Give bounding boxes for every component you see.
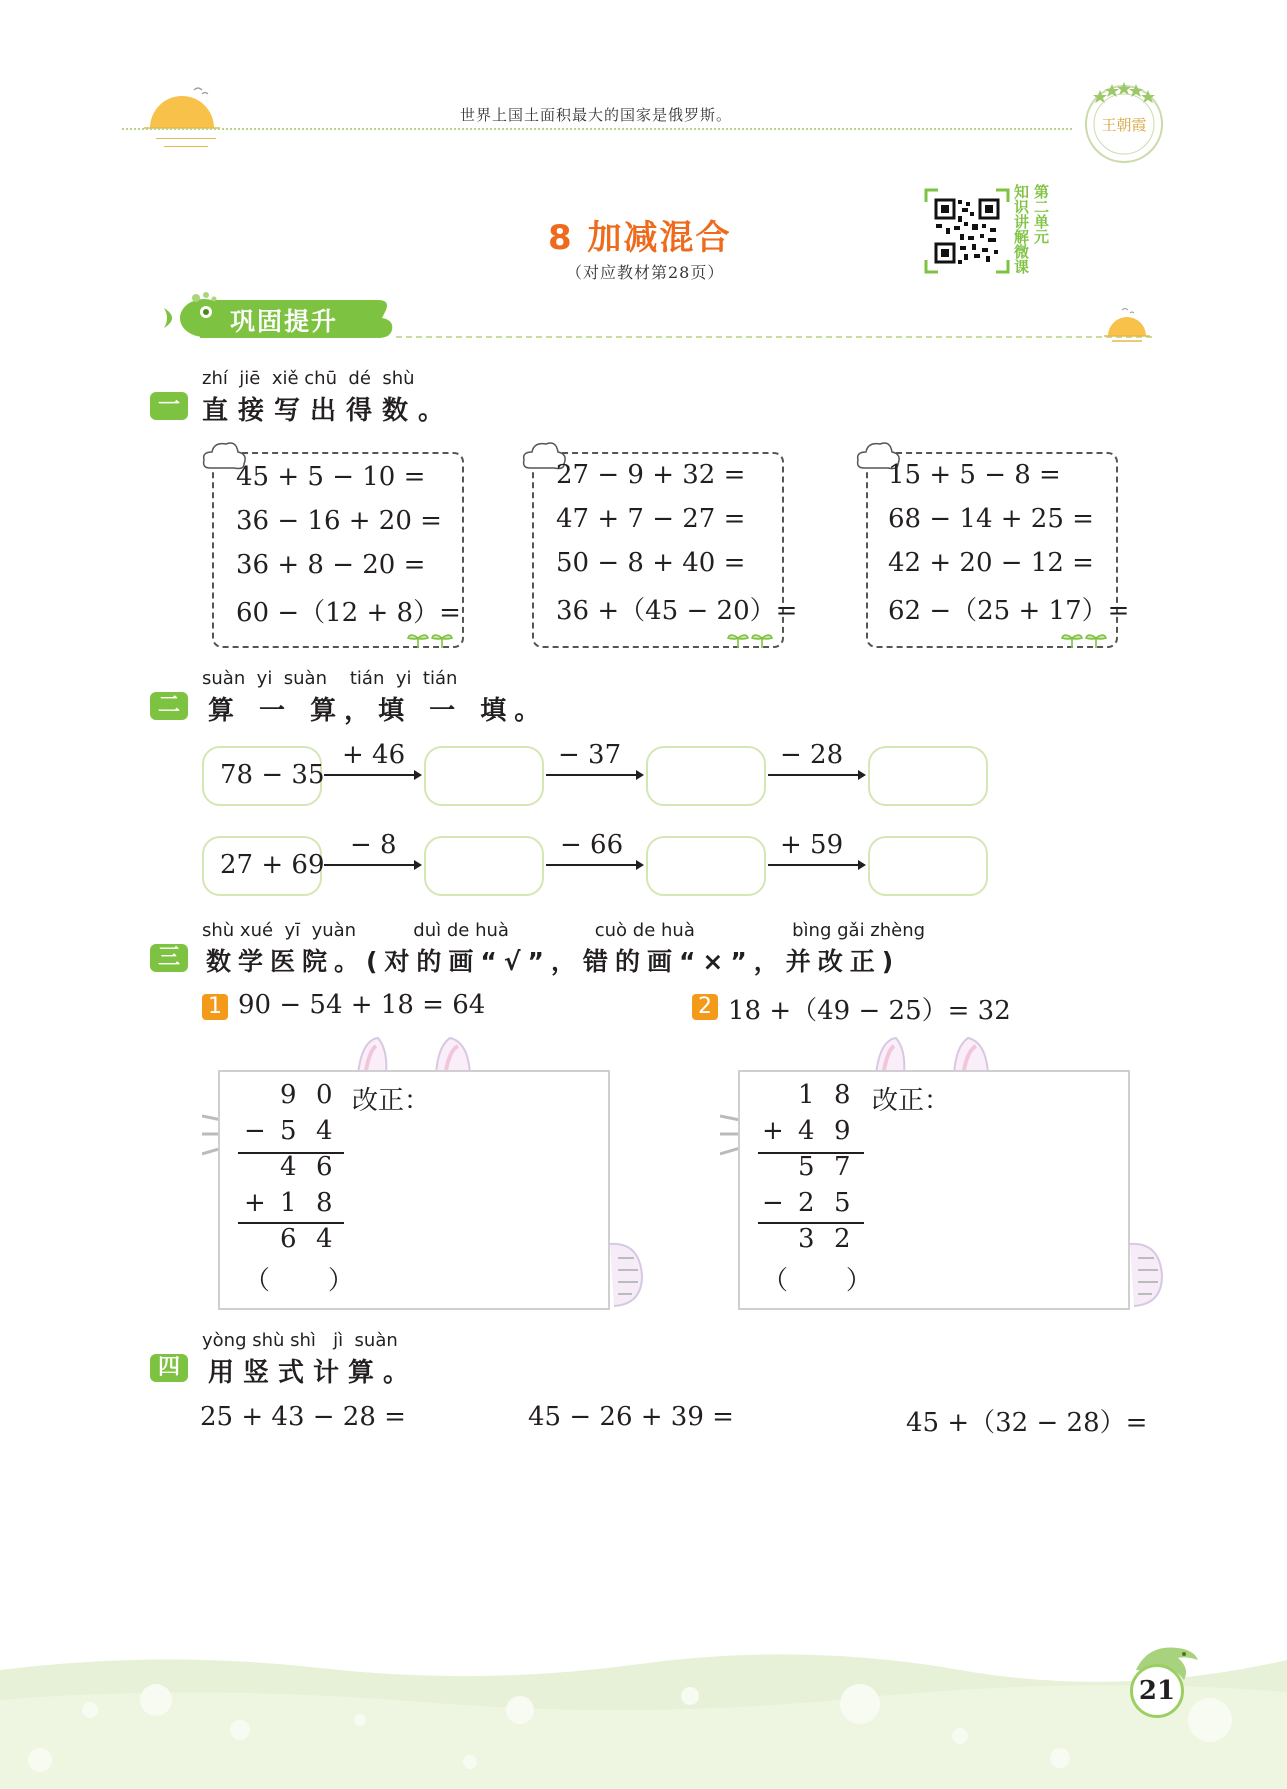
chain-arrow <box>546 864 642 866</box>
cat-ears-icon <box>354 1036 474 1074</box>
judgement-blank[interactable]: （ ） <box>762 1266 872 1296</box>
cat-paw-icon <box>610 1240 644 1310</box>
q1-eq: 47 + 7 − 27 = <box>556 504 746 534</box>
q1-eq: 50 − 8 + 40 = <box>556 548 746 578</box>
q1-eq: 36 + 8 − 20 = <box>236 550 426 580</box>
q2-pinyin: suàn yi suàn tián yi tián <box>202 668 458 689</box>
calc-digit: 4 <box>316 1224 333 1254</box>
judgement-blank[interactable]: （ ） <box>244 1266 354 1296</box>
sprout-icon <box>726 628 776 650</box>
publisher-logo <box>1080 78 1168 166</box>
chain-arrow <box>546 774 642 776</box>
calc-digit: 1 <box>798 1080 815 1110</box>
sun-reflection-2 <box>164 146 208 147</box>
problem-equation: 18 +（49 − 25）= 32 <box>728 996 1011 1026</box>
q3-instruction: 数学医院。(对的画“√”，错的画“×”，并改正) <box>206 947 901 976</box>
calc-digit: 7 <box>834 1152 851 1182</box>
calc-digit: 5 <box>798 1152 815 1182</box>
calc-digit: 9 <box>834 1116 851 1146</box>
calc-digit: 3 <box>798 1224 815 1254</box>
cat-ears-icon <box>872 1036 992 1074</box>
vertical-calc-task: 45 +（32 − 28）= <box>906 1408 1148 1438</box>
answer-box[interactable] <box>868 746 988 806</box>
calc-digit: 5 <box>834 1188 851 1218</box>
lesson-title: 8 加减混合 <box>548 218 732 258</box>
answer-box[interactable] <box>646 746 766 806</box>
q1-number: 一 <box>150 392 188 420</box>
page-number: 21 <box>1130 1664 1184 1718</box>
q3-pinyin: shù xué yī yuàn duì de huà cuò de huà bìng gǎi zhèng <box>202 920 926 941</box>
q1-eq: 27 − 9 + 32 = <box>556 460 746 490</box>
q2-number: 二 <box>150 692 188 720</box>
q1-eq: 42 + 20 − 12 = <box>888 548 1094 578</box>
q1-eq: 60 −（12 + 8）= <box>236 598 461 628</box>
section-banner-label: 巩固提升 <box>230 307 339 336</box>
answer-box[interactable] <box>424 746 544 806</box>
chain-arrow <box>324 774 420 776</box>
chain-operation: + 59 <box>780 830 844 860</box>
chain-arrow <box>768 774 864 776</box>
q1-pinyin: zhí jiē xiě chū dé shù <box>202 368 415 389</box>
answer-box[interactable] <box>424 836 544 896</box>
sun-reflection <box>156 138 216 139</box>
calc-digit: 6 <box>280 1224 297 1254</box>
answer-box[interactable] <box>646 836 766 896</box>
svg-text:王朝霞: 王朝霞 <box>1101 116 1147 134</box>
q4-number: 四 <box>150 1354 188 1382</box>
qr-label-lecture: 知识讲解微课 <box>1012 184 1030 274</box>
calc-operator: − <box>762 1188 784 1218</box>
problem-number: 2 <box>692 994 718 1020</box>
calc-digit: 2 <box>798 1188 815 1218</box>
answer-box[interactable] <box>868 836 988 896</box>
sun-icon <box>144 84 220 130</box>
q3-number: 三 <box>150 944 188 972</box>
chain-arrow <box>768 864 864 866</box>
lesson-subtitle: （对应教材第28页） <box>566 263 725 282</box>
sprout-icon <box>406 628 456 650</box>
calc-digit: 4 <box>798 1116 815 1146</box>
header-divider <box>122 128 1072 130</box>
calc-digit: 9 <box>280 1080 297 1110</box>
calc-operator: + <box>244 1188 266 1218</box>
q1-eq: 36 − 16 + 20 = <box>236 506 442 536</box>
problem-equation: 90 − 54 + 18 = 64 <box>238 990 486 1020</box>
sun-small-icon <box>1100 306 1154 346</box>
cat-paw-icon <box>1130 1240 1164 1310</box>
calc-digit: 6 <box>316 1152 333 1182</box>
correction-label: 改正： <box>872 1086 951 1116</box>
calc-digit: 5 <box>280 1116 297 1146</box>
q1-instruction: 直接写出得数。 <box>202 396 455 426</box>
vertical-calc-task: 25 + 43 − 28 = <box>200 1402 406 1432</box>
chain-operation: − 66 <box>560 830 624 860</box>
calc-digit: 8 <box>316 1188 333 1218</box>
banner-divider <box>396 336 1152 338</box>
chain-start-value: 78 − 35 <box>220 760 325 790</box>
calc-digit: 8 <box>834 1080 851 1110</box>
q1-eq: 36 +（45 − 20）= <box>556 596 798 626</box>
footer-wave <box>0 1640 1287 1789</box>
chain-operation: − 28 <box>780 740 844 770</box>
header-fact: 世界上国土面积最大的国家是俄罗斯。 <box>460 106 733 124</box>
vertical-calc-task: 45 − 26 + 39 = <box>528 1402 734 1432</box>
calc-operator: + <box>762 1116 784 1146</box>
qr-label-unit: 第二单元 <box>1032 184 1050 244</box>
q4-instruction: 用竖式计算。 <box>208 1358 419 1388</box>
q1-eq: 68 − 14 + 25 = <box>888 504 1094 534</box>
sprout-icon <box>1060 628 1110 650</box>
correction-label: 改正： <box>352 1086 431 1116</box>
q2-instruction: 算 一 算，填 一 填。 <box>208 696 549 726</box>
chain-operation: + 46 <box>342 740 406 770</box>
q1-eq: 45 + 5 − 10 = <box>236 462 426 492</box>
cat-whiskers-icon <box>720 1110 740 1164</box>
calc-operator: − <box>244 1116 266 1146</box>
q1-eq: 15 + 5 − 8 = <box>888 460 1061 490</box>
q1-eq: 62 −（25 + 17）= <box>888 596 1130 626</box>
qr-code-icon[interactable] <box>924 188 1010 274</box>
chain-operation: − 37 <box>558 740 622 770</box>
problem-number: 1 <box>202 994 228 1020</box>
calc-digit: 4 <box>316 1116 333 1146</box>
chain-start-value: 27 + 69 <box>220 850 325 880</box>
calc-digit: 4 <box>280 1152 297 1182</box>
calc-digit: 1 <box>280 1188 297 1218</box>
chain-arrow <box>324 864 420 866</box>
q4-pinyin: yòng shù shì jì suàn <box>202 1330 398 1351</box>
chain-operation: − 8 <box>350 830 397 860</box>
calc-digit: 2 <box>834 1224 851 1254</box>
calc-digit: 0 <box>316 1080 333 1110</box>
